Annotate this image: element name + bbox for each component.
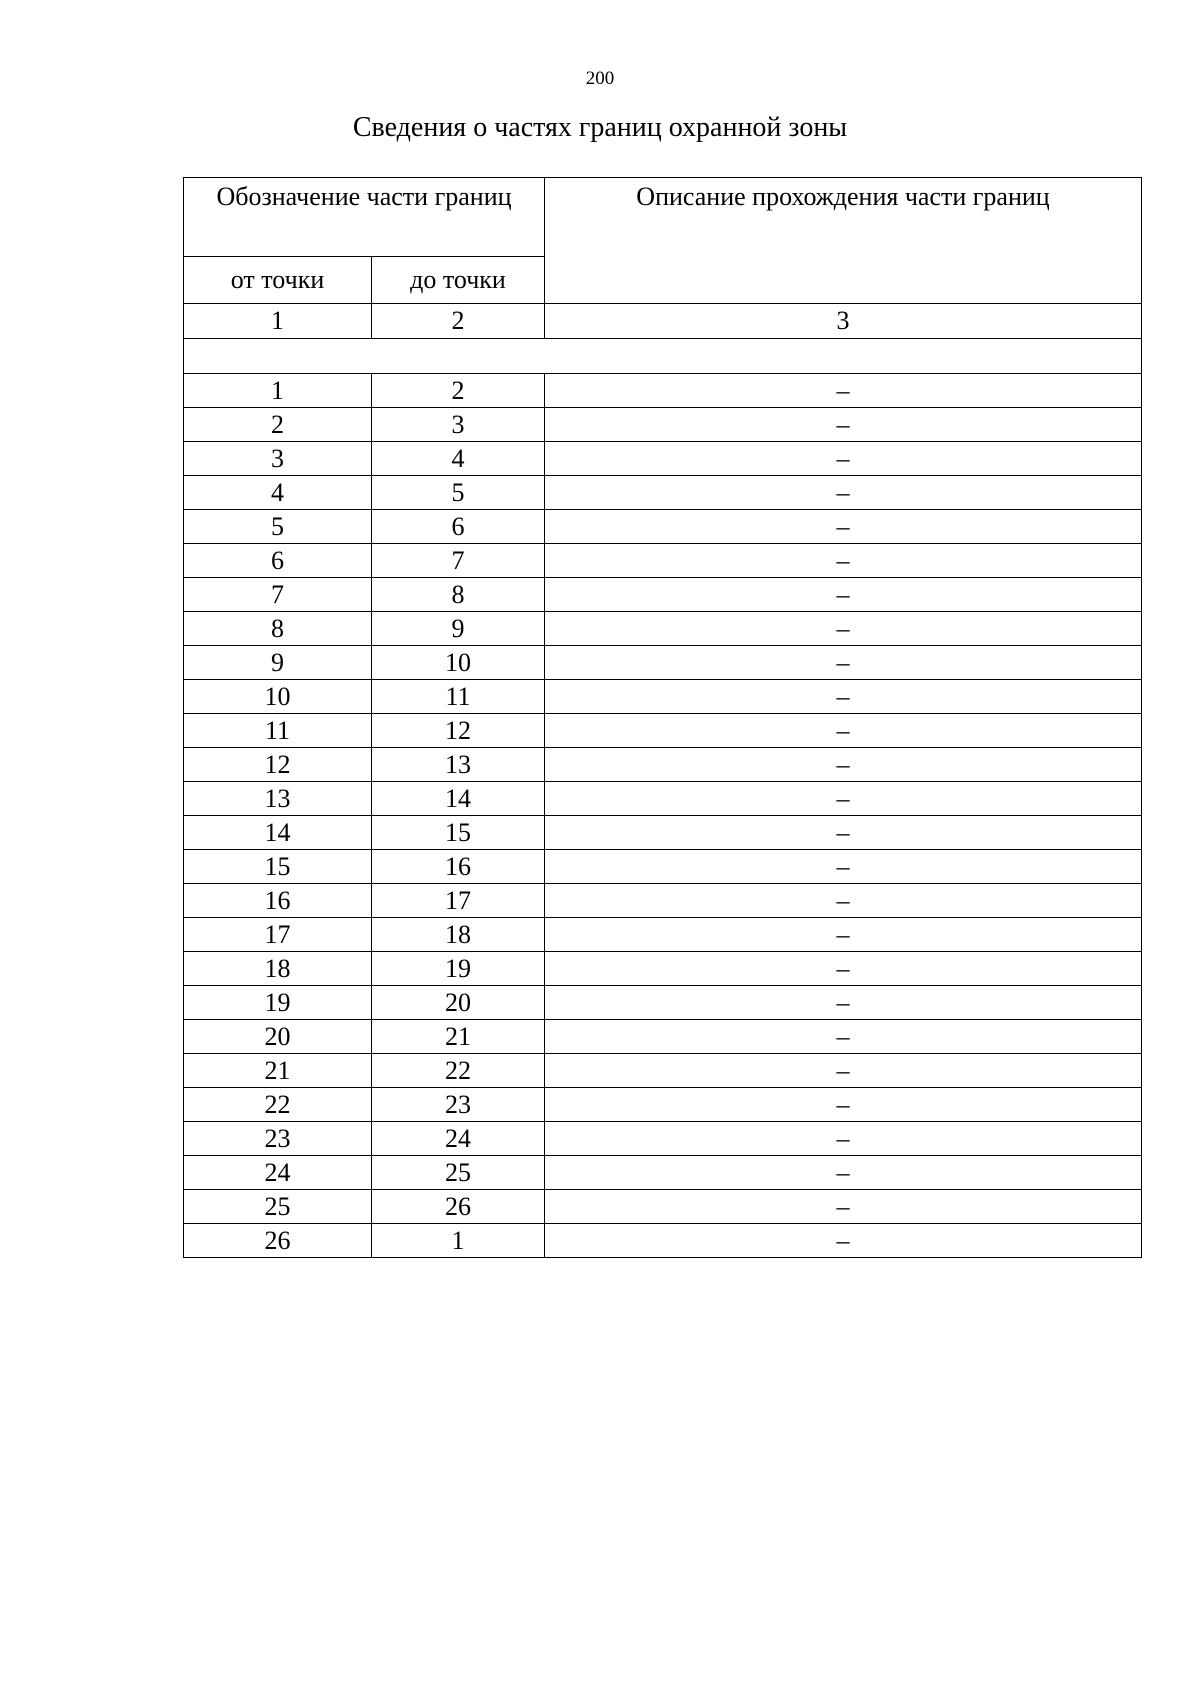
description-cell: – [545,408,1142,442]
from-point-cell: 17 [184,918,372,952]
from-point-cell: 13 [184,782,372,816]
from-point-cell: 22 [184,1088,372,1122]
to-point-cell: 9 [372,612,545,646]
to-point-cell: 24 [372,1122,545,1156]
description-cell: – [545,748,1142,782]
from-point-cell: 21 [184,1054,372,1088]
to-point-cell: 8 [372,578,545,612]
to-point-cell: 1 [372,1224,545,1258]
from-point-cell: 12 [184,748,372,782]
table-row [184,612,1142,646]
table-row [184,782,1142,816]
table-row [184,510,1142,544]
description-cell: – [545,952,1142,986]
description-cell: – [545,850,1142,884]
table-row [184,1156,1142,1190]
to-point-cell: 12 [372,714,545,748]
description-cell: – [545,884,1142,918]
description-cell: – [545,612,1142,646]
description-cell: – [545,544,1142,578]
from-point-cell: 1 [184,374,372,408]
table-row [184,918,1142,952]
description-cell: – [545,374,1142,408]
from-point-cell: 9 [184,646,372,680]
column-number-2: 2 [372,304,545,339]
to-point-cell: 5 [372,476,545,510]
description-cell: – [545,816,1142,850]
from-point-cell: 10 [184,680,372,714]
table-row [184,1054,1142,1088]
document-title: Сведения о частях границ охранной зоны [352,112,848,143]
header-boundary-designation: Обозначение части границ [184,178,545,257]
from-point-cell: 20 [184,1020,372,1054]
description-cell: – [545,442,1142,476]
header-from-point: от точки [184,257,372,304]
description-cell: – [545,1088,1142,1122]
from-point-cell: 14 [184,816,372,850]
table-row [184,544,1142,578]
from-point-cell: 25 [184,1190,372,1224]
from-point-cell: 3 [184,442,372,476]
description-cell: – [545,714,1142,748]
table-row [184,646,1142,680]
description-cell: – [545,1020,1142,1054]
boundary-parts-table [183,177,1142,1258]
from-point-cell: 4 [184,476,372,510]
page-number: 200 [585,68,615,89]
from-point-cell: 6 [184,544,372,578]
to-point-cell: 17 [372,884,545,918]
to-point-cell: 15 [372,816,545,850]
from-point-cell: 19 [184,986,372,1020]
from-point-cell: 11 [184,714,372,748]
description-cell: – [545,782,1142,816]
from-point-cell: 15 [184,850,372,884]
from-point-cell: 7 [184,578,372,612]
description-cell: – [545,578,1142,612]
table-row [184,884,1142,918]
to-point-cell: 19 [372,952,545,986]
column-number-row [184,304,1142,339]
column-number-1: 1 [184,304,372,339]
to-point-cell: 13 [372,748,545,782]
section-empty-row [184,339,1142,374]
to-point-cell: 6 [372,510,545,544]
to-point-cell: 16 [372,850,545,884]
column-number-3: 3 [545,304,1142,339]
from-point-cell: 23 [184,1122,372,1156]
to-point-cell: 21 [372,1020,545,1054]
to-point-cell: 20 [372,986,545,1020]
to-point-cell: 2 [372,374,545,408]
from-point-cell: 24 [184,1156,372,1190]
description-cell: – [545,510,1142,544]
table-row [184,442,1142,476]
table-row [184,578,1142,612]
description-cell: – [545,1156,1142,1190]
description-cell: – [545,476,1142,510]
header-to-point: до точки [372,257,545,304]
table-row [184,1224,1142,1258]
table-row [184,986,1142,1020]
from-point-cell: 26 [184,1224,372,1258]
to-point-cell: 3 [372,408,545,442]
table-row [184,850,1142,884]
description-cell: – [545,1122,1142,1156]
from-point-cell: 18 [184,952,372,986]
table-row [184,1190,1142,1224]
table-row [184,680,1142,714]
table-row [184,816,1142,850]
table-row [184,476,1142,510]
table-row [184,408,1142,442]
description-cell: – [545,1224,1142,1258]
description-cell: – [545,1190,1142,1224]
table-row [184,714,1142,748]
header-row-group [184,178,1142,257]
from-point-cell: 5 [184,510,372,544]
description-cell: – [545,1054,1142,1088]
to-point-cell: 26 [372,1190,545,1224]
description-cell: – [545,986,1142,1020]
table-row [184,952,1142,986]
to-point-cell: 7 [372,544,545,578]
from-point-cell: 8 [184,612,372,646]
section-empty-cell [184,339,1142,374]
to-point-cell: 23 [372,1088,545,1122]
table-row [184,1088,1142,1122]
table-row [184,748,1142,782]
to-point-cell: 18 [372,918,545,952]
table-row [184,1020,1142,1054]
to-point-cell: 10 [372,646,545,680]
to-point-cell: 11 [372,680,545,714]
description-cell: – [545,680,1142,714]
to-point-cell: 4 [372,442,545,476]
header-boundary-description: Описание прохождения части границ [545,178,1142,304]
description-cell: – [545,646,1142,680]
from-point-cell: 16 [184,884,372,918]
to-point-cell: 14 [372,782,545,816]
description-cell: – [545,918,1142,952]
table-row [184,374,1142,408]
to-point-cell: 22 [372,1054,545,1088]
to-point-cell: 25 [372,1156,545,1190]
from-point-cell: 2 [184,408,372,442]
table-row [184,1122,1142,1156]
